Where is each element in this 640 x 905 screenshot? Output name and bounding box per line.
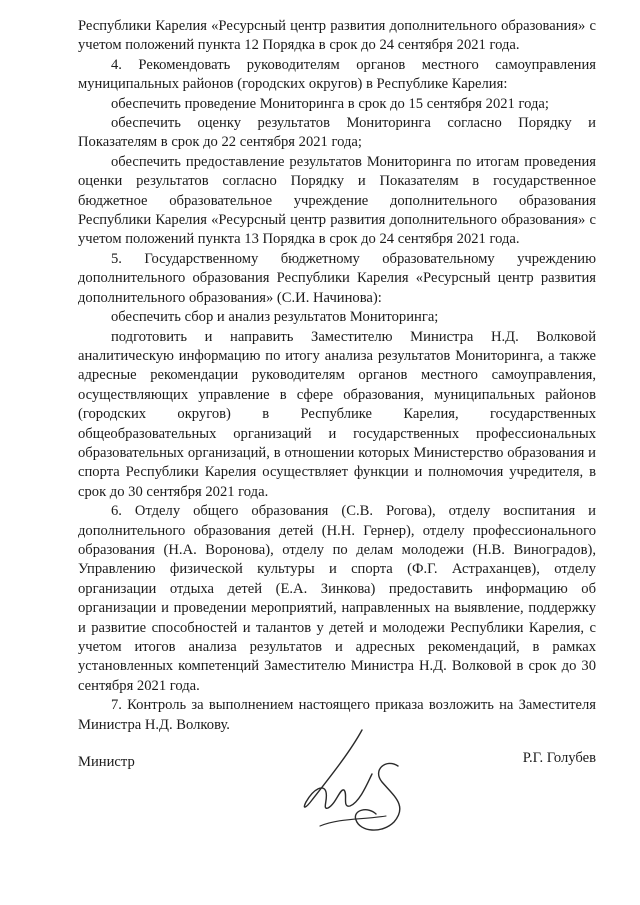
paragraph-item-5: 5. Государственному бюджетному образовательному учреждению дополнительного образования Республики Карелия «Ресурсный центр развития дополнительного образования» (С.И. Начинова): [78,250,596,306]
signatory-title: Министр [78,754,135,770]
paragraph-item-4-monitoring: обеспечить проведение Мониторинга в срок до 15 сентября 2021 года; [111,95,549,112]
paragraph-item-4-submission: обеспечить предоставление результатов Мониторинга по итогам проведения оценки результатов согласно Порядку и Показателям в государственное бюджетное образовательное учреждение дополнительного образования Республики Карелия «Ресурсный центр развития дополнительного образования» с учетом положений пункта 13 Порядка в срок до 24 сентября 2021 года. [78,153,596,248]
signatory-name: Р.Г. Голубев [522,750,596,766]
paragraph-continuation: Республики Карелия «Ресурсный центр развития дополнительного образования» с учетом положений пункта 12 Порядка в срок до 24 сентября 2021 года. [78,18,596,54]
handwritten-signature [290,722,430,840]
paragraph-item-5-collection: обеспечить сбор и анализ результатов Мониторинга; [111,309,439,326]
paragraph-item-6: 6. Отделу общего образования (С.В. Рогова), отделу воспитания и дополнительного образования детей (Н.Н. Гернер), отделу профессионального образования (Н.А. Воронова), отделу по делам молодежи (Н.В. Виноградов), Управлению физической культуры и спорта (Ф.Г. Астраханцев), отделу организации отдыха детей (Е.А. Зинкова) предоставить информацию об организации и проведении мероприятий, направленных на выявление, поддержку и развитие способностей и талантов у детей и молодежи Республики Карелия, с учетом итогов анализа результатов и адресных рекомендаций, в рамках установленных компетенций Заместителю Министра Н.Д. Волковой в срок до 30 сентября 2021 года. [78,503,596,694]
signature-stroke-tail [320,816,386,826]
paragraph-item-4: 4. Рекомендовать руководителям органов местного самоуправления муниципальных районов (городских округов) в Республике Карелия: [78,56,596,93]
paragraph-item-5-analysis: подготовить и направить Заместителю Министра Н.Д. Волковой аналитическую информацию по итогу анализа результатов Мониторинга, а также адресные рекомендации руководителям органов местного самоуправления, осуществляющих управление в сфере образования, муниципальных районов (городских округов) в Республике Карелия, государственных общеобразовательных организаций и государственных профессиональных образовательных организаций, в отношении которых Министерство образования и спорта Республики Карелия осуществляет функции и полномочия учредителя, в срок до 30 сентября 2021 года. [78,328,596,500]
paragraph-item-4-evaluation: обеспечить оценку результатов Мониторинга согласно Порядку и Показателям в срок до 22 сентября 2021 года; [78,115,596,151]
document-body [78,17,596,735]
signature-row [78,750,596,778]
paragraph-item-7: 7. Контроль за выполнением настоящего приказа возложить на Заместителя Министра Н.Д. Волкову. [78,697,596,733]
